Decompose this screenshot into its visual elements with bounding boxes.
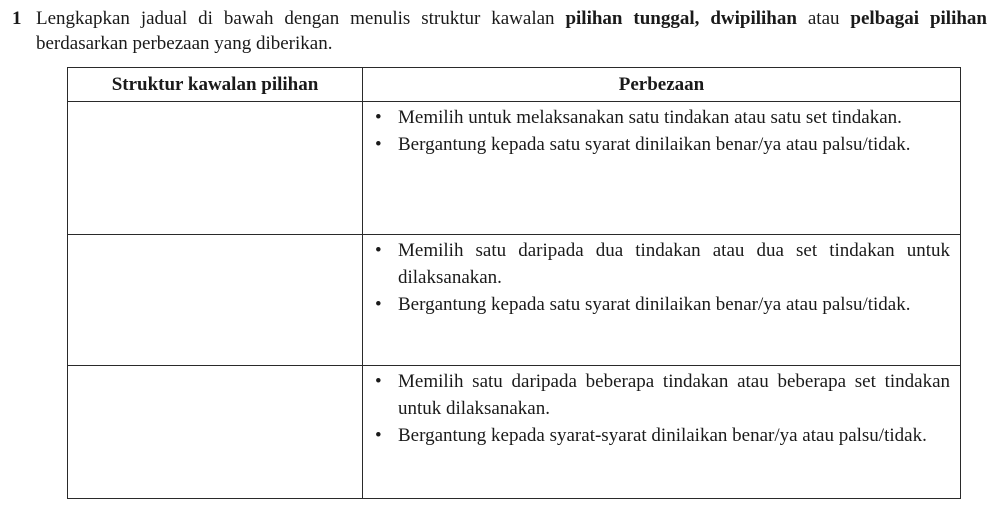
difference-cell <box>363 102 961 235</box>
table-row <box>68 235 961 366</box>
table-row <box>68 102 961 235</box>
list-item <box>371 422 950 449</box>
point-text: Bergantung kepada satu syarat dinilaikan benar/ya atau palsu/tidak. <box>398 294 911 315</box>
list-item <box>371 131 950 158</box>
list-item <box>371 104 950 131</box>
question-intro: Lengkapkan jadual di bawah dengan menulis struktur kawalan <box>36 8 566 29</box>
bullet-icon: • <box>375 294 382 315</box>
question-outro: berdasarkan perbezaan yang diberikan. <box>36 33 333 54</box>
answer-table <box>67 67 961 499</box>
header-difference: Perbezaan <box>363 68 961 102</box>
list-item <box>371 237 950 291</box>
point-text: Memilih satu daripada dua tindakan atau dua set tindakan untuk dilaksanakan. <box>398 240 950 288</box>
list-item <box>371 368 950 422</box>
question-joiner: atau <box>796 8 851 29</box>
term-multiple-choice: pelbagai pilihan <box>850 8 987 29</box>
structure-answer-cell[interactable] <box>68 102 363 235</box>
difference-list <box>371 104 950 158</box>
term-single-choice: pilihan tunggal, <box>565 8 700 29</box>
term-dual-choice: dwipilihan <box>710 8 797 29</box>
difference-list <box>371 368 950 449</box>
question-text <box>36 6 987 56</box>
point-text: Bergantung kepada satu syarat dinilaikan benar/ya atau palsu/tidak. <box>398 134 911 155</box>
question-number: 1 <box>12 8 22 29</box>
bullet-icon: • <box>375 371 382 392</box>
table-row <box>68 366 961 499</box>
bullet-icon: • <box>375 134 382 155</box>
point-text: Memilih satu daripada beberapa tindakan atau beberapa set tindakan untuk dilaksanakan. <box>398 371 950 419</box>
difference-cell <box>363 235 961 366</box>
point-text: Bergantung kepada syarat-syarat dinilaikan benar/ya atau palsu/tidak. <box>398 425 927 446</box>
structure-answer-cell[interactable] <box>68 366 363 499</box>
bullet-icon: • <box>375 107 382 128</box>
question <box>12 6 987 56</box>
difference-cell <box>363 366 961 499</box>
bullet-icon: • <box>375 425 382 446</box>
header-structure: Struktur kawalan pilihan <box>68 68 363 102</box>
table-header-row <box>68 68 961 102</box>
structure-answer-cell[interactable] <box>68 235 363 366</box>
list-item <box>371 291 950 318</box>
bullet-icon: • <box>375 240 382 261</box>
point-text: Memilih untuk melaksanakan satu tindakan atau satu set tindakan. <box>398 107 902 128</box>
difference-list <box>371 237 950 318</box>
